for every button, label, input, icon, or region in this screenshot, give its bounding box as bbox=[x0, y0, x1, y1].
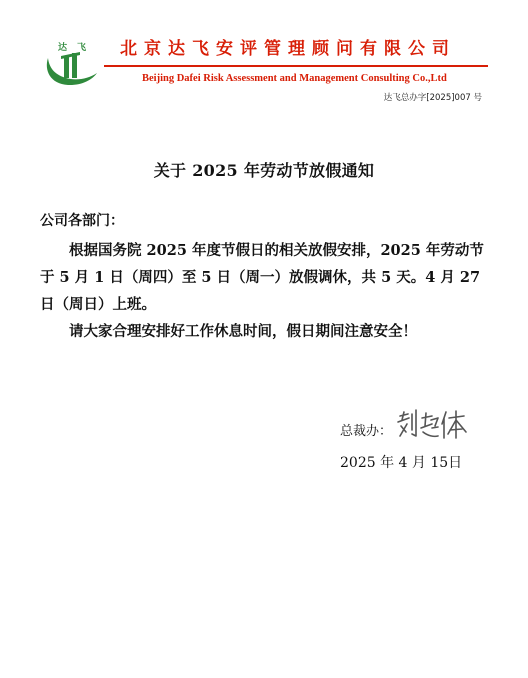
notice-title: 关于 2025 年劳动节放假通知 bbox=[153, 161, 375, 180]
letterhead bbox=[0, 0, 528, 110]
notice-body bbox=[40, 237, 490, 345]
company-name-en: Beijing Dafei Risk Assessment and Management Consulting Co.,Ltd bbox=[142, 73, 447, 84]
dafei-logo-icon bbox=[42, 40, 98, 86]
svg-text:达飞: 达飞 bbox=[58, 43, 86, 53]
issue-date: 2025 年 4 月 15日 bbox=[340, 455, 463, 471]
letterhead-divider bbox=[104, 65, 488, 67]
handwritten-signature bbox=[394, 406, 474, 444]
body-paragraph: 请大家合理安排好工作休息时间，假日期间注意安全！ bbox=[69, 323, 417, 340]
company-name-cn: 北京达飞安评管理顾问有限公司 bbox=[120, 39, 456, 59]
signature-label: 总裁办： bbox=[340, 424, 393, 439]
salutation: 公司各部门： bbox=[40, 213, 124, 229]
body-paragraph: 根据国务院 2025 年度节假日的相关放假安排，2025 年劳动节于 5 月 1 日（周四）至 5 日（周一）放假调休，共 5 天。4 月 27 日（周日）上班。 bbox=[40, 242, 484, 313]
document-number: 达飞总办字[2025]007 号 bbox=[383, 93, 482, 103]
